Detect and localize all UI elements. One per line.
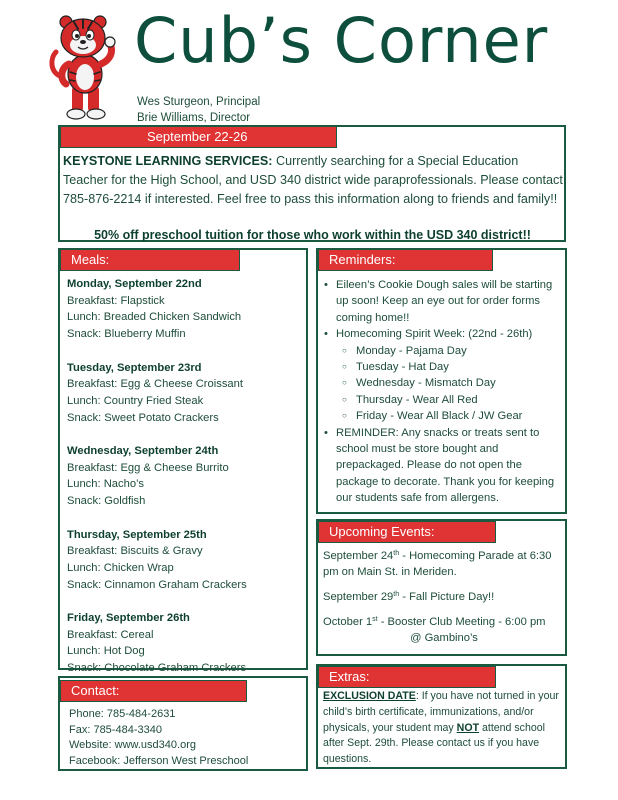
contact-fax: Fax: 785-484-3340	[69, 723, 162, 736]
extras-body-1: : If you have not turned in your child’s birth certificate, immunizations, and/or physicals, your student may	[323, 690, 559, 734]
not-emphasis: NOT	[456, 721, 480, 734]
reminder-cookie-dough: • Eileen’s Cookie Dough sales will be starting up soon! Keep an eye out for order forms coming home!!	[322, 277, 564, 326]
announcement-body: Currently searching for a Special Education Teacher for the High School, and USD 340 district wide paraprofessionals. Please contact 785-876-2214 if interested. Feel free to pass this information along to friends and family!!	[63, 154, 563, 206]
events-heading: Upcoming Events:	[318, 521, 496, 543]
event-text: - Fall Picture Day!!	[399, 591, 495, 603]
event-booster-club	[323, 614, 565, 646]
reminder-snacks: • REMINDER: Any snacks or treats sent to school must be store bought and prepackaged. Please do not open the package to decorate. Thank you for keeping our students safe from allergens.	[322, 425, 564, 507]
meal-lunch: Lunch: Chicken Wrap	[67, 561, 174, 574]
events-list	[323, 548, 565, 646]
meal-day-name: Monday, September 22nd	[67, 278, 202, 290]
spirit-day: ○ Monday - Pajama Day	[322, 343, 564, 359]
tiger-mascot-image	[48, 14, 124, 122]
meal-lunch: Lunch: Nacho’s	[67, 478, 144, 491]
date-suffix: th	[393, 550, 400, 557]
event-date: September 24	[323, 550, 394, 562]
event-picture-day	[323, 589, 565, 605]
meal-breakfast: Breakfast: Egg & Cheese Burrito	[67, 461, 229, 474]
spirit-day: ○ Tuesday - Hat Day	[322, 359, 564, 375]
meal-day-name: Friday, September 26th	[67, 612, 190, 624]
spirit-day: ○ Thursday - Wear All Red	[322, 392, 564, 408]
contact-facebook: Facebook: Jefferson West Preschool	[69, 754, 249, 767]
meal-day	[67, 527, 307, 594]
event-location: @ Gambino’s	[410, 632, 478, 644]
director-name: Brie Williams, Director	[137, 112, 251, 124]
event-text: - Booster Club Meeting - 6:00 pm	[377, 616, 546, 628]
meal-breakfast: Breakfast: Egg & Cheese Croissant	[67, 378, 243, 391]
meal-snack: Snack: Goldfish	[67, 495, 146, 508]
reminders-list	[322, 277, 564, 507]
meal-day-name: Wednesday, September 24th	[67, 445, 219, 457]
meals-list	[67, 276, 307, 694]
contact-website: Website: www.usd340.org	[69, 739, 196, 751]
extras-body-2: attend school after Sept. 29th. Please contact us if you have questions.	[323, 721, 546, 766]
tuition-promo: 50% off preschool tuition for those who work within the USD 340 district!!	[94, 228, 531, 242]
spirit-day: ○ Wednesday - Mismatch Day	[322, 375, 564, 391]
contact-info	[69, 707, 248, 769]
extras-text	[323, 689, 563, 768]
meal-breakfast: Breakfast: Biscuits & Gravy	[67, 545, 203, 558]
meal-lunch: Lunch: Breaded Chicken Sandwich	[67, 311, 242, 324]
meals-heading: Meals:	[60, 249, 240, 271]
announcement-label: KEYSTONE LEARNING SERVICES:	[63, 154, 273, 168]
date-suffix: st	[372, 616, 378, 623]
exclusion-date-label: EXCLUSION DATE	[323, 690, 416, 702]
contact-heading: Contact:	[60, 680, 247, 702]
meal-breakfast: Breakfast: Flapstick	[67, 294, 165, 307]
event-parade	[323, 548, 565, 580]
meal-day	[67, 360, 307, 427]
meal-snack: Snack: Blueberry Muffin	[67, 328, 186, 341]
announcement-text	[63, 152, 563, 209]
event-text: - Homecoming Parade at 6:30 pm on Main St. in Meriden.	[323, 550, 552, 578]
reminders-heading: Reminders:	[318, 249, 493, 271]
meal-day-name: Thursday, September 25th	[67, 528, 207, 541]
meal-breakfast: Breakfast: Cereal	[67, 628, 154, 641]
meal-lunch: Lunch: Country Fried Steak	[67, 394, 204, 407]
meal-day	[67, 610, 307, 677]
meal-lunch: Lunch: Hot Dog	[67, 645, 145, 658]
meal-day-name: Tuesday, September 23rd	[67, 361, 202, 374]
meal-snack: Snack: Cinnamon Graham Crackers	[67, 578, 247, 591]
spirit-day: ○ Friday - Wear All Black / JW Gear	[322, 408, 564, 424]
contact-phone: Phone: 785-484-2631	[69, 708, 176, 720]
meal-day	[67, 276, 307, 343]
week-date-banner: September 22-26	[60, 126, 337, 148]
meal-snack: Snack: Sweet Potato Crackers	[67, 411, 219, 424]
staff-names	[137, 94, 260, 126]
event-date: September 29	[323, 591, 394, 603]
extras-heading: Extras:	[318, 666, 496, 688]
event-date: October 1	[323, 616, 373, 628]
principal-name: Wes Sturgeon, Principal	[137, 96, 261, 108]
page-title: Cub’s Corner	[134, 4, 549, 77]
reminder-spirit-week: • Homecoming Spirit Week: (22nd - 26th)	[322, 326, 564, 342]
meal-snack: Snack: Chocolate Graham Crackers	[67, 662, 247, 675]
date-suffix: th	[393, 591, 400, 598]
meal-day	[67, 443, 307, 510]
